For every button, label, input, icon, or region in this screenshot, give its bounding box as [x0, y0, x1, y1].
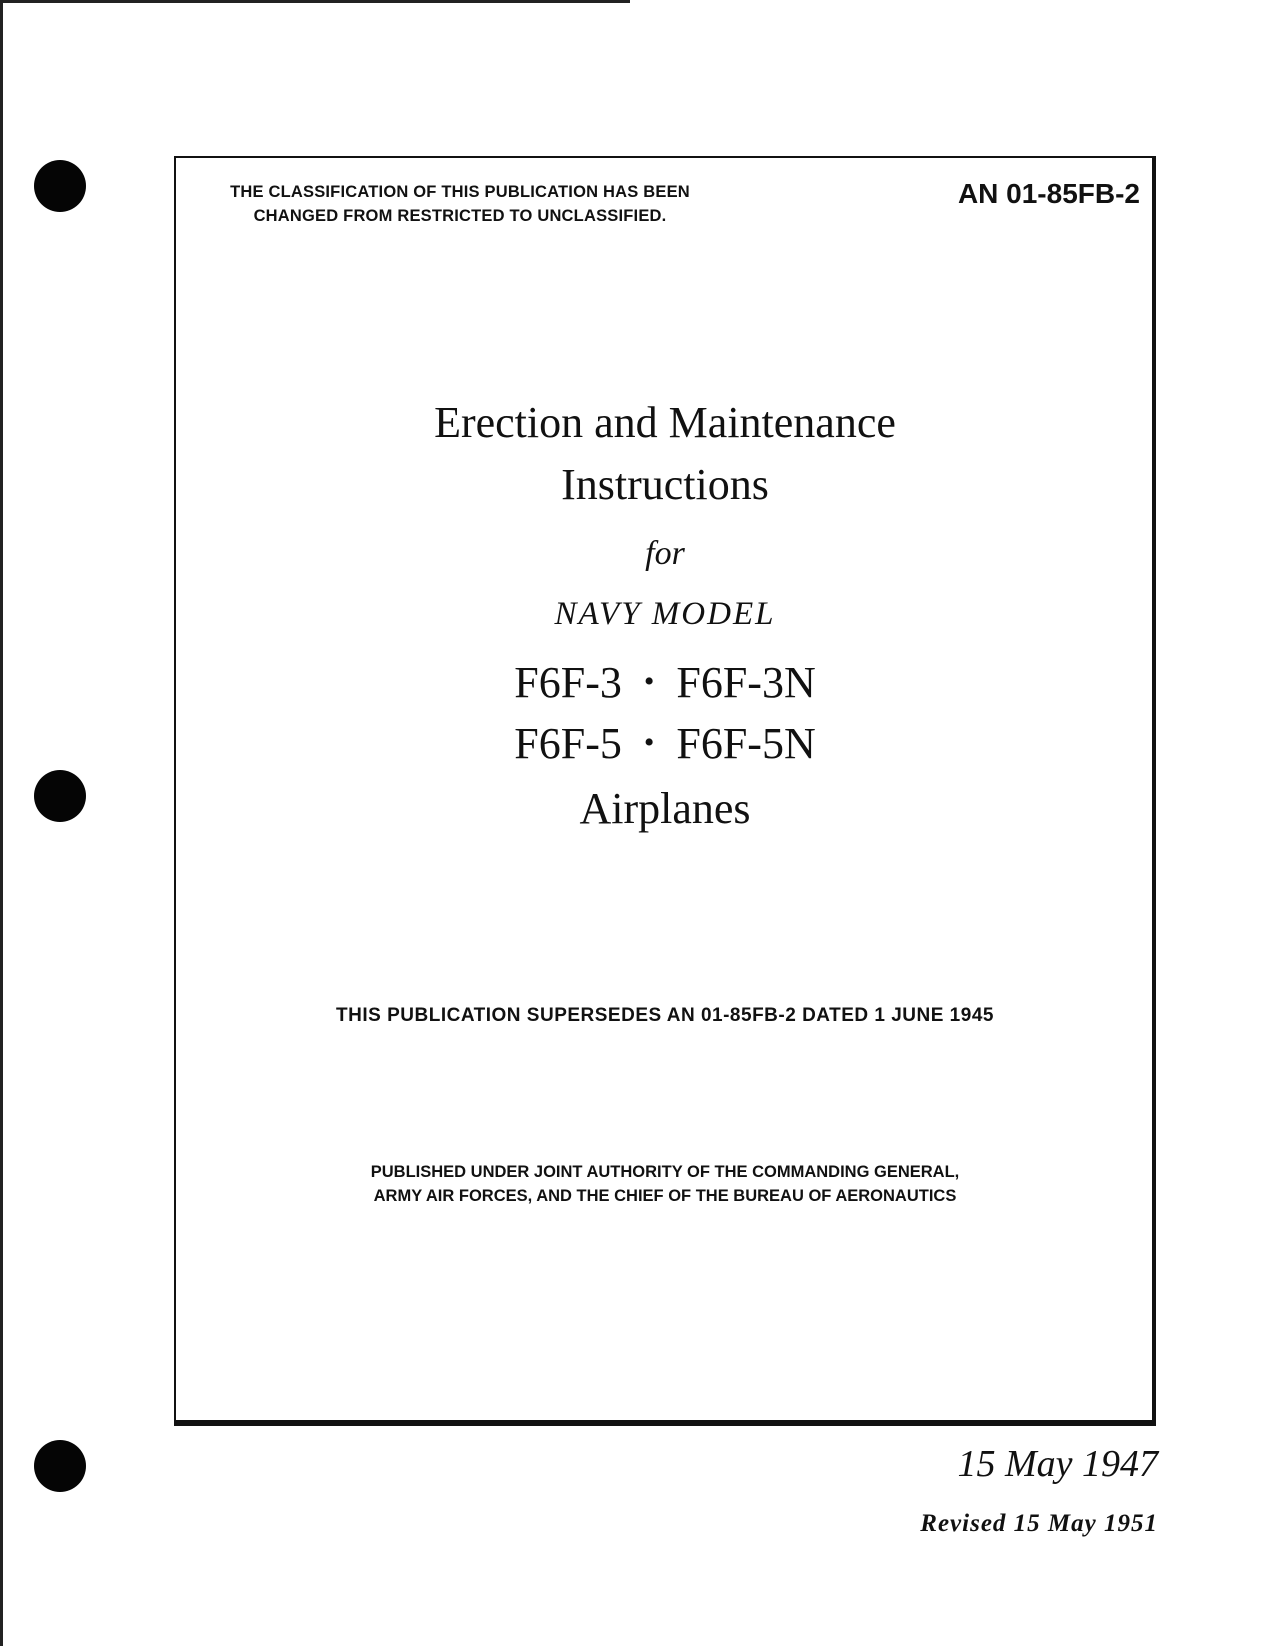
- publication-date: 15 May 1947: [957, 1443, 1158, 1485]
- model-name: F6F-5: [514, 719, 622, 768]
- title-line-1: Erection and Maintenance: [434, 398, 896, 447]
- classification-line-2: CHANGED FROM RESTRICTED TO UNCLASSIFIED.: [253, 207, 667, 225]
- title-airplanes: Airplanes: [579, 784, 751, 833]
- punch-hole-top: [34, 160, 86, 212]
- bullet-separator: •: [643, 726, 655, 759]
- title-for: for: [645, 535, 685, 572]
- document-number: AN 01-85FB-2: [957, 178, 1140, 209]
- published-line-1: PUBLISHED UNDER JOINT AUTHORITY OF THE COMMANDING GENERAL,: [370, 1163, 960, 1181]
- page-top-edge: [0, 0, 630, 3]
- model-name: F6F-3: [514, 658, 622, 707]
- punch-hole-middle: [34, 770, 86, 822]
- supersedes-notice: THIS PUBLICATION SUPERSEDES AN 01-85FB-2 DATED 1 JUNE 1945: [336, 1005, 994, 1026]
- classification-notice: [210, 180, 710, 228]
- model-name: F6F-5N: [676, 719, 816, 768]
- published-authority: [174, 1160, 1156, 1208]
- model-row-2: [174, 718, 1156, 769]
- published-line-2: ARMY AIR FORCES, AND THE CHIEF OF THE BUREAU OF AERONAUTICS: [373, 1187, 957, 1205]
- classification-line-1: THE CLASSIFICATION OF THIS PUBLICATION HAS BEEN: [230, 183, 690, 201]
- punch-hole-bottom: [34, 1440, 86, 1492]
- title-line-2: Instructions: [561, 460, 769, 509]
- title-navy-model: NAVY MODEL: [554, 596, 776, 632]
- model-name: F6F-3N: [676, 658, 816, 707]
- revised-date: Revised 15 May 1951: [920, 1510, 1158, 1537]
- page-left-edge: [0, 0, 3, 1646]
- model-row-1: [174, 657, 1156, 708]
- bullet-separator: •: [643, 665, 655, 698]
